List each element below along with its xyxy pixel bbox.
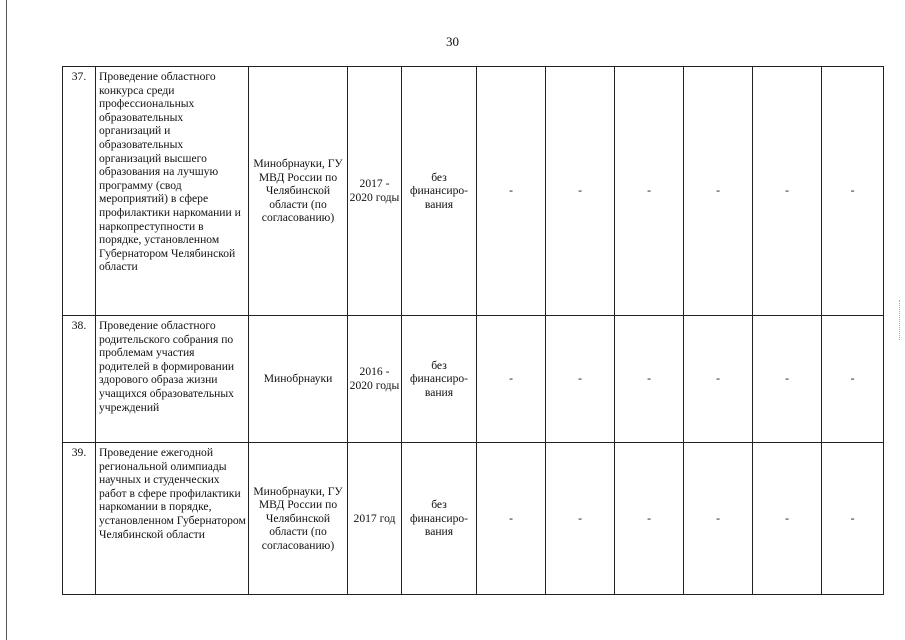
program-activities-table bbox=[62, 66, 884, 595]
row-number: 38. bbox=[63, 316, 96, 443]
table-row bbox=[63, 443, 884, 595]
scan-edge-line bbox=[6, 0, 7, 640]
amount-cell: - bbox=[822, 67, 884, 316]
page-number: 30 bbox=[446, 34, 459, 49]
amount-cell: - bbox=[546, 443, 615, 595]
activity-description: Проведение ежегодной региональной олимпиады научных и студенческих работ в сфере профилактики наркомании в порядке, установленном Губернатором Челябинской области bbox=[96, 443, 249, 595]
amount-cell: - bbox=[822, 443, 884, 595]
amount-cell: - bbox=[684, 443, 753, 595]
amount-cell: - bbox=[477, 443, 546, 595]
amount-cell: - bbox=[615, 443, 684, 595]
amount-cell: - bbox=[477, 316, 546, 443]
amount-cell: - bbox=[753, 67, 822, 316]
activity-description: Проведение областного родительского собрания по проблемам участия родителей в формировании здорового образа жизни учащихся образовательных учреждений bbox=[96, 316, 249, 443]
amount-cell: - bbox=[684, 316, 753, 443]
financing-cell: без финансиро-вания bbox=[402, 67, 477, 316]
amount-cell: - bbox=[546, 67, 615, 316]
amount-cell: - bbox=[477, 67, 546, 316]
amount-cell: - bbox=[546, 316, 615, 443]
executor-cell: Минобрнауки, ГУ МВД России по Челябинской области (по согласованию) bbox=[249, 443, 348, 595]
table-row bbox=[63, 316, 884, 443]
period-cell: 2017 год bbox=[348, 443, 402, 595]
amount-cell: - bbox=[753, 316, 822, 443]
period-cell: 2017 - 2020 годы bbox=[348, 67, 402, 316]
amount-cell: - bbox=[615, 67, 684, 316]
amount-cell: - bbox=[684, 67, 753, 316]
amount-cell: - bbox=[753, 443, 822, 595]
executor-cell: Минобрнауки, ГУ МВД России по Челябинской области (по согласованию) bbox=[249, 67, 348, 316]
table-row bbox=[63, 67, 884, 316]
row-number: 39. bbox=[63, 443, 96, 595]
executor-cell: Минобрнауки bbox=[249, 316, 348, 443]
row-number: 37. bbox=[63, 67, 96, 316]
financing-cell: без финансиро-вания bbox=[402, 443, 477, 595]
scan-edge-marks bbox=[899, 300, 901, 340]
activity-description: Проведение областного конкурса среди профессиональных образовательных организаций и образовательных организаций высшего образования на лучшую программу (свод мероприятий) в сфере профилактики наркомании и наркопреступности в порядке, установленном Губернатором Челябинской области bbox=[96, 67, 249, 316]
financing-cell: без финансиро-вания bbox=[402, 316, 477, 443]
amount-cell: - bbox=[615, 316, 684, 443]
period-cell: 2016 - 2020 годы bbox=[348, 316, 402, 443]
amount-cell: - bbox=[822, 316, 884, 443]
